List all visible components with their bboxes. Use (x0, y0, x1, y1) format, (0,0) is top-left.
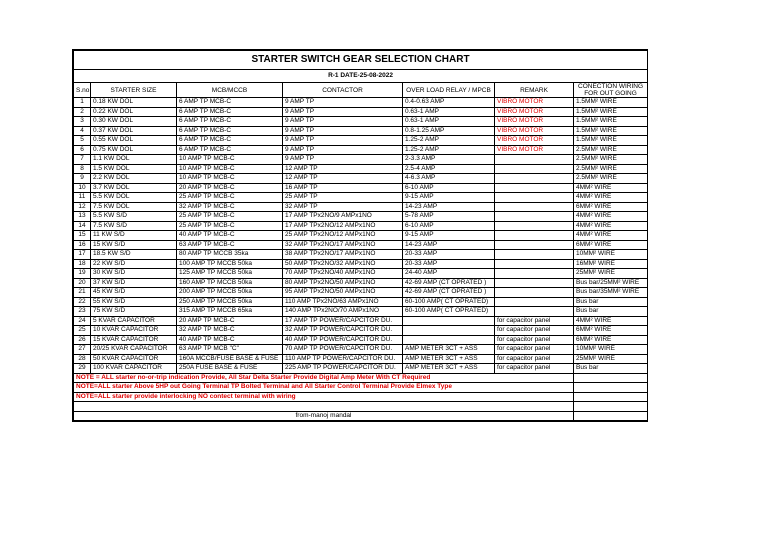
cell-mcb: 40 AMP TP MCB-C (177, 335, 283, 345)
cell-remark: VIBRO MOTOR (495, 98, 574, 108)
cell-remark (495, 155, 574, 165)
cell-wiring: 2.5MM² WIRE (574, 174, 648, 184)
cell-wiring: 6MM² WIRE (574, 202, 648, 212)
cell-overload (403, 326, 495, 336)
note-row (74, 392, 648, 402)
cell-overload: 24-40 AMP (403, 269, 495, 279)
cell-wiring: 4MM² WIRE (574, 221, 648, 231)
cell-remark (495, 212, 574, 222)
cell-wiring: 1.5MM² WIRE (574, 117, 648, 127)
cell-overload: 4-6.3 AMP (403, 174, 495, 184)
cell-sno: 28 (74, 354, 91, 364)
cell-overload: 1.25-2 AMP (403, 145, 495, 155)
cell-mcb: 20 AMP TP MCB-C (177, 316, 283, 326)
cell-overload: 0.8-1.25 AMP (403, 126, 495, 136)
cell-contactor: 32 AMP TP POWER/CAPCITOR DU. (283, 326, 403, 336)
table-row (74, 335, 648, 345)
cell-mcb: 125 AMP TP MCCB 50ka (177, 269, 283, 279)
cell-overload: AMP METER 3CT + ASS (403, 345, 495, 355)
cell-mcb: 6 AMP TP MCB-C (177, 98, 283, 108)
cell-sno: 22 (74, 297, 91, 307)
cell-sno: 8 (74, 164, 91, 174)
cell-starter-size: 30 KW S/D (91, 269, 177, 279)
cell-sno: 26 (74, 335, 91, 345)
cell-starter-size: 100 KVAR CAPACITOR (91, 364, 177, 374)
cell-overload: 0.63-1 AMP (403, 117, 495, 127)
cell-starter-size: 5.5 KW S/D (91, 212, 177, 222)
cell-wiring: 1.5MM² WIRE (574, 126, 648, 136)
cell-sno: 5 (74, 136, 91, 146)
cell-overload: 6-10 AMP (403, 221, 495, 231)
cell-sno: 3 (74, 117, 91, 127)
cell-remark (495, 164, 574, 174)
table-row (74, 259, 648, 269)
cell-starter-size: 0.22 KW DOL (91, 107, 177, 117)
cell-starter-size: 0.30 KW DOL (91, 117, 177, 127)
cell-overload: 0.4-0.63 AMP (403, 98, 495, 108)
cell-wiring: 4MM² WIRE (574, 193, 648, 203)
cell-remark: for capacitor panel (495, 345, 574, 355)
cell-sno: 16 (74, 240, 91, 250)
cell-starter-size: 10 KVAR CAPACITOR (91, 326, 177, 336)
cell-contactor: 95 AMP TPx2NO/50 AMPx1NO (283, 288, 403, 298)
cell-wiring: Bus bar (574, 297, 648, 307)
cell-wiring: 25MM² WIRE (574, 269, 648, 279)
cell-overload: 14-23 AMP (403, 240, 495, 250)
cell-mcb: 6 AMP TP MCB-C (177, 126, 283, 136)
cell-sno: 15 (74, 231, 91, 241)
cell-remark: VIBRO MOTOR (495, 145, 574, 155)
cell-starter-size: 55 KW S/D (91, 297, 177, 307)
cell-contactor: 9 AMP TP (283, 98, 403, 108)
cell-remark (495, 240, 574, 250)
cell-wiring: 4MM² WIRE (574, 231, 648, 241)
table-row (74, 193, 648, 203)
cell-sno: 27 (74, 345, 91, 355)
cell-contactor: 38 AMP TPx2NO/17 AMPx1NO (283, 250, 403, 260)
header-wiring: CONECTION WIRING FOR OUT GOING (574, 83, 648, 98)
cell-starter-size: 7.5 KW S/D (91, 221, 177, 231)
cell-overload: 20-33 AMP (403, 250, 495, 260)
cell-mcb: 160 AMP TP MCCB 50ka (177, 278, 283, 288)
cell-remark (495, 259, 574, 269)
cell-wiring: 10MM² WIRE (574, 250, 648, 260)
cell-starter-size: 15 KVAR CAPACITOR (91, 335, 177, 345)
cell-contactor: 110 AMP TPx2NO/63 AMPx1NO (283, 297, 403, 307)
cell-starter-size: 1.1 KW DOL (91, 155, 177, 165)
cell-remark (495, 278, 574, 288)
cell-overload (403, 316, 495, 326)
cell-mcb: 10 AMP TP MCB-C (177, 155, 283, 165)
cell-sno: 19 (74, 269, 91, 279)
cell-sno: 25 (74, 326, 91, 336)
cell-sno: 23 (74, 307, 91, 317)
cell-contactor: 40 AMP TP POWER/CAPCITOR DU. (283, 335, 403, 345)
cell-starter-size: 5.5 KW DOL (91, 193, 177, 203)
header-mcb: MCB/MCCB (177, 83, 283, 98)
cell-wiring: 1.5MM² WIRE (574, 136, 648, 146)
cell-wiring: 6MM² WIRE (574, 326, 648, 336)
table-row (74, 364, 648, 374)
table-row (74, 212, 648, 222)
header-row (74, 83, 648, 98)
table-row (74, 240, 648, 250)
table-row (74, 126, 648, 136)
header-sno: S.no (74, 83, 91, 98)
cell-remark: for capacitor panel (495, 335, 574, 345)
cell-starter-size: 45 KW S/D (91, 288, 177, 298)
table-row (74, 354, 648, 364)
cell-mcb: 160A MCCB/FUSE BASE & FUSE (177, 354, 283, 364)
cell-starter-size: 1.5 KW DOL (91, 164, 177, 174)
cell-starter-size: 15 KW S/D (91, 240, 177, 250)
cell-mcb: 100 AMP TP MCCB 50ka (177, 259, 283, 269)
cell-mcb: 20 AMP TP MCB-C (177, 183, 283, 193)
table-row (74, 98, 648, 108)
table-row (74, 278, 648, 288)
cell-contactor: 17 AMP TPx2NO/12 AMPx1NO (283, 221, 403, 231)
footer-row (74, 411, 648, 421)
cell-wiring: 2.5MM² WIRE (574, 145, 648, 155)
table-row (74, 326, 648, 336)
cell-sno: 13 (74, 212, 91, 222)
table-row (74, 345, 648, 355)
cell-remark (495, 269, 574, 279)
cell-overload: 9-15 AMP (403, 231, 495, 241)
cell-sno: 9 (74, 174, 91, 184)
cell-contactor: 17 AMP TPx2NO/9 AMPx1NO (283, 212, 403, 222)
cell-wiring: 1.5MM² WIRE (574, 107, 648, 117)
cell-sno: 21 (74, 288, 91, 298)
cell-mcb: 32 AMP TP MCB-C (177, 202, 283, 212)
cell-contactor: 9 AMP TP (283, 145, 403, 155)
cell-remark (495, 288, 574, 298)
cell-mcb: 250 AMP TP MCCB 50ka (177, 297, 283, 307)
table-row (74, 231, 648, 241)
selection-chart-table (73, 50, 648, 421)
cell-starter-size: 0.55 KW DOL (91, 136, 177, 146)
note-text: NOTE = ALL starter no-or-trip indication Provide, All Star Delta Starter Provide Digital Amp Meter With CT Required (74, 373, 574, 383)
cell-wiring: 25MM² WIRE (574, 354, 648, 364)
cell-remark: for capacitor panel (495, 364, 574, 374)
cell-mcb: 6 AMP TP MCB-C (177, 145, 283, 155)
cell-sno: 24 (74, 316, 91, 326)
cell-remark: VIBRO MOTOR (495, 136, 574, 146)
cell-remark (495, 307, 574, 317)
cell-mcb: 315 AMP TP MCCB 65ka (177, 307, 283, 317)
cell-overload: 6-10 AMP (403, 183, 495, 193)
cell-mcb: 10 AMP TP MCB-C (177, 164, 283, 174)
note-empty-cell (574, 383, 648, 393)
note-row (74, 373, 648, 383)
cell-contactor: 9 AMP TP (283, 126, 403, 136)
cell-overload: 0.63-1 AMP (403, 107, 495, 117)
cell-sno: 17 (74, 250, 91, 260)
cell-mcb: 80 AMP TP MCCB 35ka (177, 250, 283, 260)
cell-remark (495, 231, 574, 241)
cell-contactor: 9 AMP TP (283, 136, 403, 146)
cell-remark: VIBRO MOTOR (495, 117, 574, 127)
cell-overload: 42-69 AMP (CT OPRATED ) (403, 278, 495, 288)
cell-wiring: Bus bar (574, 307, 648, 317)
cell-contactor: 32 AMP TP (283, 202, 403, 212)
cell-starter-size: 50 KVAR CAPACITOR (91, 354, 177, 364)
cell-starter-size: 37 KW S/D (91, 278, 177, 288)
cell-sno: 11 (74, 193, 91, 203)
cell-starter-size: 7.5 KW DOL (91, 202, 177, 212)
revision-date: R-1 DATE-25-08-2022 (74, 70, 648, 83)
table-row (74, 155, 648, 165)
note-row (74, 383, 648, 393)
selection-chart-sheet (72, 49, 648, 422)
table-row (74, 202, 648, 212)
cell-contactor: 50 AMP TPx2NO/32 AMPx1NO (283, 259, 403, 269)
cell-sno: 14 (74, 221, 91, 231)
cell-remark (495, 174, 574, 184)
cell-contactor: 110 AMP TP POWER/CAPCITOR DU. (283, 354, 403, 364)
header-contactor: CONTACTOR (283, 83, 403, 98)
cell-sno: 10 (74, 183, 91, 193)
cell-contactor: 70 AMP TPx2NO/40 AMPx1NO (283, 269, 403, 279)
cell-overload: 20-33 AMP (403, 259, 495, 269)
cell-overload: 9-15 AMP (403, 193, 495, 203)
cell-wiring: 4MM² WIRE (574, 316, 648, 326)
header-starter-size: STARTER SIZE (91, 83, 177, 98)
cell-overload: 2.5-4 AMP (403, 164, 495, 174)
cell-mcb: 40 AMP TP MCB-C (177, 231, 283, 241)
cell-overload: 14-23 AMP (403, 202, 495, 212)
cell-starter-size: 75 KW S/D (91, 307, 177, 317)
cell-wiring: 1.5MM² WIRE (574, 98, 648, 108)
cell-mcb: 25 AMP TP MCB-C (177, 221, 283, 231)
cell-starter-size: 0.75 KW DOL (91, 145, 177, 155)
cell-wiring: Bus bar/25MM² WIRE (574, 278, 648, 288)
cell-overload: 2-3.3 AMP (403, 155, 495, 165)
cell-remark (495, 250, 574, 260)
cell-wiring: 10MM² WIRE (574, 345, 648, 355)
cell-contactor: 25 AMP TP (283, 193, 403, 203)
note-text: NOTE=ALL starter provide interlocking NO contect terminal with wiring (74, 392, 574, 402)
table-row (74, 269, 648, 279)
cell-sno: 7 (74, 155, 91, 165)
cell-starter-size: 2.2 KW DOL (91, 174, 177, 184)
cell-remark (495, 183, 574, 193)
table-row (74, 288, 648, 298)
cell-mcb: 63 AMP TP MCB-C (177, 240, 283, 250)
cell-starter-size: 20/25 KVAR CAPACITOR (91, 345, 177, 355)
cell-overload: 42-69 AMP (CT OPRATED ) (403, 288, 495, 298)
cell-contactor: 80 AMP TPx2NO/50 AMPx1NO (283, 278, 403, 288)
table-row (74, 250, 648, 260)
cell-wiring: 6MM² WIRE (574, 240, 648, 250)
cell-sno: 29 (74, 364, 91, 374)
cell-starter-size: 5 KVAR CAPACITOR (91, 316, 177, 326)
cell-remark (495, 202, 574, 212)
cell-overload (403, 335, 495, 345)
cell-wiring: 4MM² WIRE (574, 212, 648, 222)
table-body (74, 98, 648, 374)
cell-starter-size: 22 KW S/D (91, 259, 177, 269)
cell-sno: 2 (74, 107, 91, 117)
cell-remark: VIBRO MOTOR (495, 107, 574, 117)
cell-remark: for capacitor panel (495, 316, 574, 326)
table-row (74, 136, 648, 146)
cell-wiring: 2.5MM² WIRE (574, 164, 648, 174)
cell-contactor: 9 AMP TP (283, 107, 403, 117)
cell-wiring: 6MM² WIRE (574, 335, 648, 345)
cell-remark (495, 221, 574, 231)
chart-title: STARTER SWITCH GEAR SELECTION CHART (74, 51, 648, 70)
footer-credit: from-manoj mandal (74, 411, 574, 421)
table-row (74, 183, 648, 193)
cell-starter-size: 18.5 KW S/D (91, 250, 177, 260)
cell-mcb: 6 AMP TP MCB-C (177, 136, 283, 146)
cell-sno: 18 (74, 259, 91, 269)
cell-sno: 1 (74, 98, 91, 108)
header-remark: REMARK (495, 83, 574, 98)
table-row (74, 117, 648, 127)
cell-contactor: 16 AMP TP (283, 183, 403, 193)
cell-sno: 6 (74, 145, 91, 155)
cell-remark: for capacitor panel (495, 326, 574, 336)
cell-starter-size: 11 KW S/D (91, 231, 177, 241)
table-row (74, 297, 648, 307)
cell-mcb: 63 AMP TP MCB "C" (177, 345, 283, 355)
cell-contactor: 70 AMP TP POWER/CAPCITOR DU. (283, 345, 403, 355)
cell-wiring: 4MM² WIRE (574, 183, 648, 193)
cell-starter-size: 3.7 KW DOL (91, 183, 177, 193)
cell-wiring: 2.5MM² WIRE (574, 155, 648, 165)
notes-section (74, 373, 648, 402)
cell-contactor: 12 AMP TP (283, 164, 403, 174)
cell-mcb: 200 AMP TP MCCB 50ka (177, 288, 283, 298)
cell-mcb: 6 AMP TP MCB-C (177, 107, 283, 117)
cell-contactor: 32 AMP TPx2NO/17 AMPx1NO (283, 240, 403, 250)
table-row (74, 307, 648, 317)
note-empty-cell (574, 392, 648, 402)
table-row (74, 145, 648, 155)
table-row (74, 221, 648, 231)
cell-sno: 20 (74, 278, 91, 288)
cell-mcb: 6 AMP TP MCB-C (177, 117, 283, 127)
cell-overload: AMP METER 3CT + ASS (403, 354, 495, 364)
cell-wiring: Bus bar/35MM² WIRE (574, 288, 648, 298)
cell-overload: 5-78 AMP (403, 212, 495, 222)
cell-starter-size: 0.18 KW DOL (91, 98, 177, 108)
cell-sno: 12 (74, 202, 91, 212)
cell-starter-size: 0.37 KW DOL (91, 126, 177, 136)
cell-remark: VIBRO MOTOR (495, 126, 574, 136)
table-row (74, 107, 648, 117)
cell-wiring: Bus bar (574, 364, 648, 374)
cell-contactor: 225 AMP TP POWER/CAPCITOR DU. (283, 364, 403, 374)
cell-contactor: 12 AMP TP (283, 174, 403, 184)
cell-overload: 1.25-2 AMP (403, 136, 495, 146)
cell-overload: AMP METER 3CT + ASS (403, 364, 495, 374)
header-overload: OVER LOAD RELAY / MPCB (403, 83, 495, 98)
cell-mcb: 32 AMP TP MCB-C (177, 326, 283, 336)
cell-mcb: 250A FUSE BASE & FUSE (177, 364, 283, 374)
table-row (74, 174, 648, 184)
cell-mcb: 25 AMP TP MCB-C (177, 193, 283, 203)
note-text: NOTE=ALL starter Above 5HP out Going Terminal TP Bolted Terminal and All Starter Control Terminal Provide Elmex Type (74, 383, 574, 393)
cell-contactor: 17 AMP TP POWER/CAPCITOR DU. (283, 316, 403, 326)
cell-contactor: 9 AMP TP (283, 155, 403, 165)
table-row (74, 316, 648, 326)
note-empty-cell (574, 373, 648, 383)
cell-wiring: 16MM² WIRE (574, 259, 648, 269)
cell-contactor: 140 AMP TPx2NO/70 AMPx1NO (283, 307, 403, 317)
blank-row (74, 402, 648, 412)
cell-overload: 60-100 AMP( CT OPRATED) (403, 297, 495, 307)
cell-overload: 60-100 AMP( CT OPRATED) (403, 307, 495, 317)
cell-mcb: 10 AMP TP MCB-C (177, 174, 283, 184)
cell-sno: 4 (74, 126, 91, 136)
cell-remark: for capacitor panel (495, 354, 574, 364)
cell-contactor: 25 AMP TPx2NO/12 AMPx1NO (283, 231, 403, 241)
cell-remark (495, 297, 574, 307)
cell-contactor: 9 AMP TP (283, 117, 403, 127)
table-row (74, 164, 648, 174)
cell-mcb: 25 AMP TP MCB-C (177, 212, 283, 222)
cell-remark (495, 193, 574, 203)
